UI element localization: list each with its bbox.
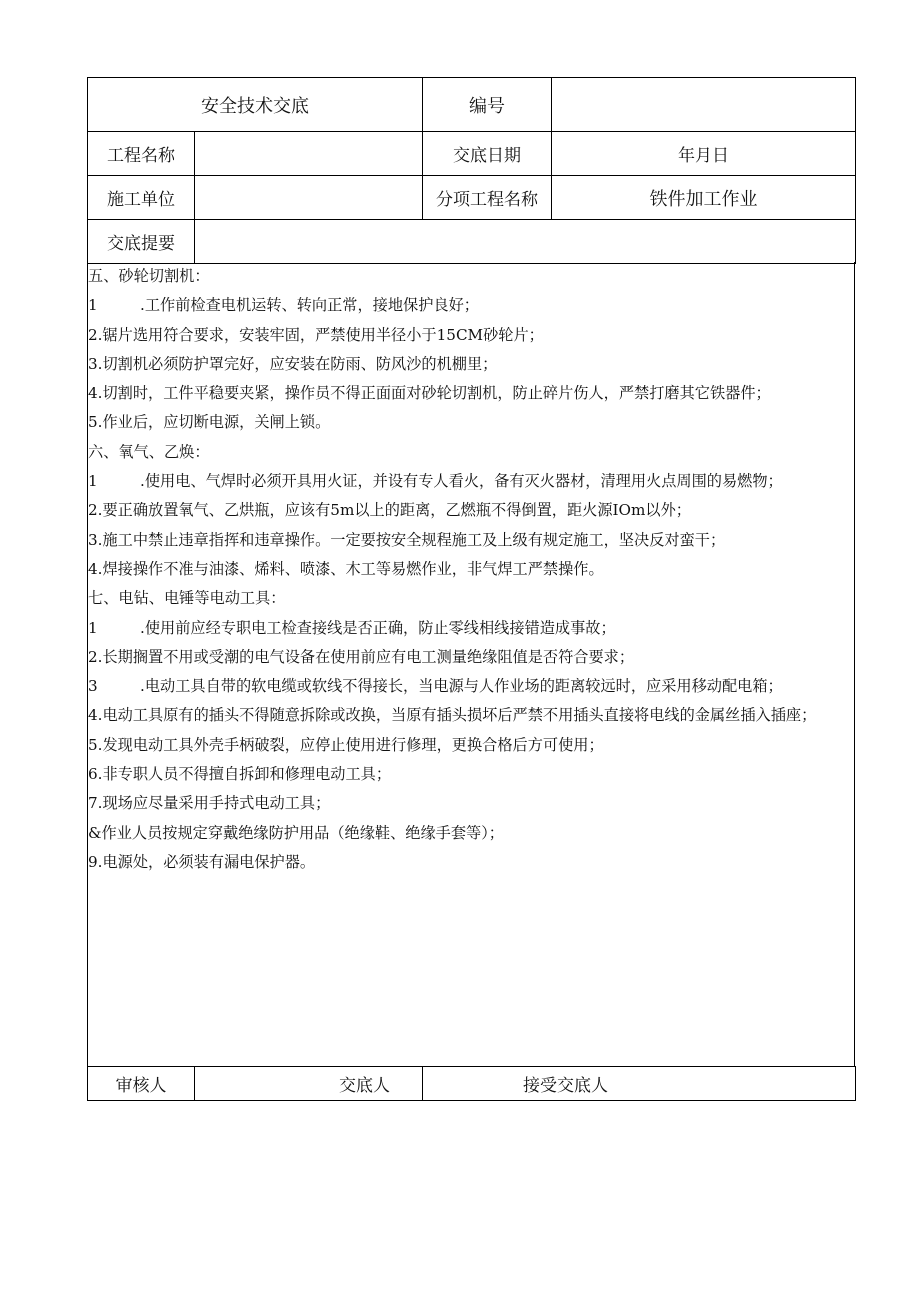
section-title: 五、砂轮切割机：	[88, 267, 210, 285]
content-lines	[88, 262, 852, 877]
sub-project-value: 铁件加工作业	[552, 176, 856, 220]
header-table	[87, 77, 856, 264]
summary-label: 交底提要	[88, 220, 195, 264]
date-label: 交底日期	[423, 132, 552, 176]
item-text: .工作前检查电机运转、转向正常，接地保护良好；	[140, 296, 479, 315]
list-item: 4.焊接操作不准与油漆、烯料、喷漆、木工等易燃作业，非气焊工严禁操作。	[88, 559, 604, 578]
item-number: 1	[88, 296, 98, 315]
list-item: 3.施工中禁止违章指挥和违章操作。一定要按安全规程施工及上级有规定施工，坚决反对蛮干；	[88, 530, 726, 549]
list-item: &作业人员按规定穿戴绝缘防护用品（绝缘鞋、绝缘手套等）；	[88, 823, 504, 842]
list-item: 4.切割时，工件平稳要夹紧，操作员不得正面面对砂轮切割机，防止碎片伤人，严禁打磨其它铁器件；	[88, 384, 771, 403]
disclosure-sheet	[87, 77, 855, 1101]
date-value: 年月日	[552, 132, 856, 176]
item-number: 1	[88, 618, 98, 637]
item-text: .使用电、气焊时必须开具用火证，并设有专人看火，备有灭火器材，清理用火点周围的易燃物；	[140, 472, 783, 491]
number-label: 编号	[423, 78, 552, 132]
content-area	[87, 262, 855, 1066]
list-item: 7.现场应尽量采用手持式电动工具；	[88, 794, 331, 813]
list-item	[88, 614, 852, 643]
list-item: 6.非专职人员不得擅自拆卸和修理电动工具；	[88, 765, 392, 784]
unit-label: 施工单位	[88, 176, 195, 220]
project-name-label: 工程名称	[88, 132, 195, 176]
item-text: .电动工具自带的软电缆或软线不得接长，当电源与人作业场的距离较远时，应采用移动配电箱；	[140, 677, 783, 696]
receiver-label: 接受交底人	[423, 1067, 856, 1101]
list-item: 2.长期搁置不用或受潮的电气设备在使用前应有电工测量绝缘阻值是否符合要求；	[88, 647, 635, 666]
list-item: 9.电源处，必须装有漏电保护器。	[88, 852, 316, 871]
item-number: 3	[88, 677, 98, 696]
list-item: 5.作业后，应切断电源，关闸上锁。	[88, 413, 331, 432]
list-item	[88, 467, 852, 496]
summary-value	[195, 220, 856, 264]
list-item	[88, 672, 852, 701]
sub-project-label: 分项工程名称	[423, 176, 552, 220]
list-item: 3.切割机必须防护罩完好，应安装在防雨、防风沙的机棚里；	[88, 354, 498, 373]
list-item	[88, 291, 852, 320]
section-title: 六、氧气、乙焕：	[88, 442, 210, 461]
unit-value	[195, 176, 423, 220]
list-item: 2.要正确放置氧气、乙烘瓶，应该有5m以上的距离，乙燃瓶不得倒置，距火源IOm以外；	[88, 501, 691, 520]
document-title: 安全技术交底	[88, 78, 423, 132]
list-item: 5.发现电动工具外壳手柄破裂，应停止使用进行修理，更换合格后方可使用；	[88, 735, 604, 754]
section-title: 七、电钻、电锤等电动工具：	[88, 589, 286, 608]
reviewer-label: 审核人	[88, 1067, 195, 1101]
list-item: 4.电动工具原有的插头不得随意拆除或改换，当原有插头损坏后严禁不用插头直接将电线的金属丝插入插座；	[88, 706, 817, 725]
discloser-label: 交底人	[195, 1067, 423, 1101]
list-item: 2.锯片选用符合要求，安装牢固，严禁使用半径小于15CM砂轮片；	[88, 325, 544, 344]
signature-table	[87, 1066, 856, 1101]
project-name-value	[195, 132, 423, 176]
item-number: 1	[88, 472, 98, 491]
item-text: .使用前应经专职电工检查接线是否正确，防止零线相线接错造成事故；	[140, 618, 616, 637]
number-value	[552, 78, 856, 132]
